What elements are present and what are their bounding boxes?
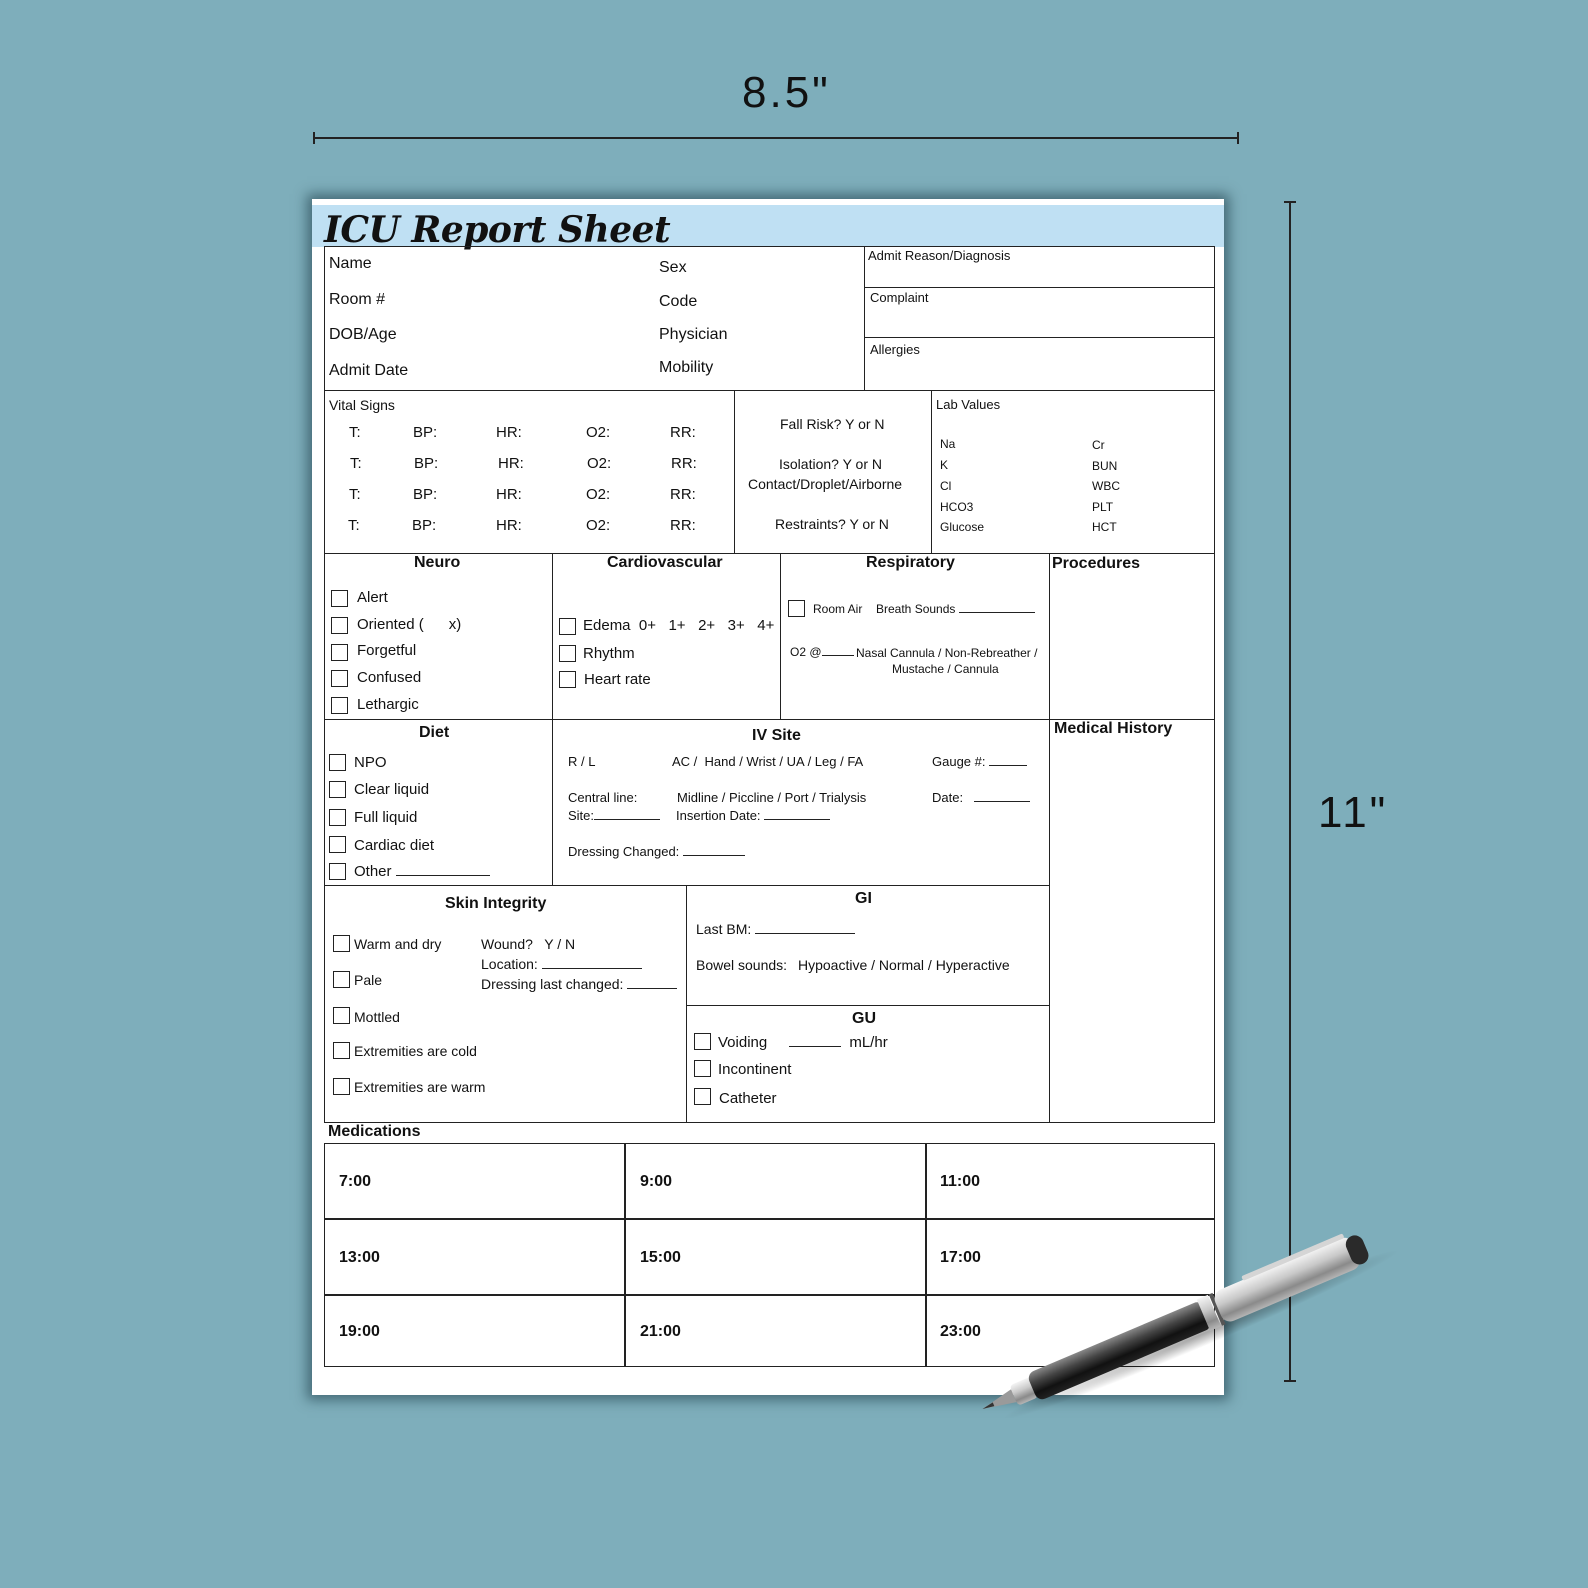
iv-insertion-date — [676, 808, 830, 823]
diet-cardiac-label: Cardiac diet — [354, 837, 435, 854]
wound-location-text: Location: — [481, 956, 538, 972]
checkbox-lethargic[interactable] — [331, 697, 348, 714]
neuro-confused-label: Confused — [357, 669, 422, 686]
diet-clear-liquid-label: Clear liquid — [354, 781, 430, 798]
lab-plt: PLT — [1092, 500, 1114, 514]
vital-bp: BP: — [414, 455, 439, 472]
neuro-oriented-label: Oriented ( x) — [357, 616, 462, 633]
lab-na: Na — [940, 437, 956, 451]
med-grid-hline-1 — [324, 1218, 1215, 1220]
vital-bp: BP: — [413, 486, 438, 503]
gu-incontinent-label: Incontinent — [718, 1061, 792, 1078]
o2-text: O2 @ — [790, 645, 822, 659]
gu-output-blank[interactable] — [789, 1046, 841, 1047]
checkbox-voiding[interactable] — [694, 1033, 711, 1050]
iv-dressing-text: Dressing Changed: — [568, 844, 680, 859]
gu-unit-text: mL/hr — [849, 1034, 888, 1051]
gi-last-bm — [696, 921, 855, 937]
checkbox-forgetful[interactable] — [331, 644, 348, 661]
lab-wbc: WBC — [1092, 479, 1120, 493]
height-dimension-label: 11" — [1318, 788, 1389, 837]
cardio-edema-label: Edema 0+ 1+ 2+ 3+ 4+ — [583, 617, 775, 634]
med-time-9: 9:00 — [640, 1173, 673, 1190]
vital-hr: HR: — [496, 486, 522, 503]
diet-other-label — [354, 863, 490, 880]
respiratory-title: Respiratory — [866, 554, 955, 571]
checkbox-confused[interactable] — [331, 670, 348, 687]
iv-gauge — [932, 754, 1027, 769]
o2-flow-blank[interactable] — [822, 655, 854, 656]
lab-hct: HCT — [1092, 520, 1117, 534]
fall-risk: Fall Risk? Y or N — [780, 416, 885, 432]
checkbox-mottled[interactable] — [333, 1007, 350, 1024]
wound-dressing-text: Dressing last changed: — [481, 976, 624, 992]
width-dimension-tick-right — [1237, 132, 1239, 144]
procedures-title: Procedures — [1052, 555, 1141, 572]
checkbox-clear-liquid[interactable] — [329, 781, 346, 798]
neuro-forgetful-label: Forgetful — [357, 642, 417, 659]
iv-side: R / L — [568, 754, 596, 769]
report-sheet — [312, 199, 1224, 1395]
procedures-box — [1049, 553, 1215, 720]
lab-hco3: HCO3 — [940, 500, 974, 514]
iv-site-title: IV Site — [752, 727, 801, 744]
vital-t: T: — [349, 424, 361, 441]
width-dimension-tick-left — [313, 132, 315, 144]
vital-hr: HR: — [496, 517, 522, 534]
o2-flow-label — [790, 645, 854, 659]
med-time-13: 13:00 — [339, 1249, 380, 1266]
checkbox-edema[interactable] — [559, 618, 576, 635]
diet-npo-label: NPO — [354, 754, 387, 771]
width-dimension-label: 8.5" — [742, 68, 831, 117]
checkbox-extremities-warm[interactable] — [333, 1078, 350, 1095]
vital-o2: O2: — [586, 486, 611, 503]
restraints: Restraints? Y or N — [775, 516, 889, 532]
diet-other-text: Other — [354, 863, 392, 880]
wound-field: Wound? Y / N — [481, 936, 576, 952]
iv-site-field — [568, 808, 660, 823]
skin-integrity-title: Skin Integrity — [445, 895, 547, 912]
wound-location-blank[interactable] — [542, 968, 642, 969]
room-air-label: Room Air — [813, 602, 863, 616]
field-admit-date: Admit Date — [329, 362, 409, 379]
lab-bun: BUN — [1092, 459, 1118, 473]
cardio-rhythm-label: Rhythm — [583, 645, 635, 662]
cardio-heart-rate-label: Heart rate — [584, 671, 651, 688]
vital-bp: BP: — [412, 517, 437, 534]
iv-dressing-blank[interactable] — [683, 855, 745, 856]
checkbox-alert[interactable] — [331, 590, 348, 607]
cardio-box — [552, 553, 781, 720]
med-time-11: 11:00 — [940, 1173, 981, 1190]
checkbox-heart-rate[interactable] — [559, 671, 576, 688]
iv-date-blank[interactable] — [974, 801, 1030, 802]
iv-gauge-blank[interactable] — [989, 765, 1027, 766]
checkbox-room-air[interactable] — [788, 600, 805, 617]
medical-history-box — [1049, 719, 1215, 1123]
med-time-7: 7:00 — [339, 1173, 372, 1190]
vital-t: T: — [349, 486, 361, 503]
medical-history-title: Medical History — [1054, 720, 1173, 737]
checkbox-oriented[interactable] — [331, 617, 348, 634]
checkbox-catheter[interactable] — [694, 1088, 711, 1105]
height-dimension-tick-top — [1284, 201, 1296, 203]
checkbox-extremities-cold[interactable] — [333, 1042, 350, 1059]
field-dob-age: DOB/Age — [329, 326, 397, 343]
diet-title: Diet — [419, 724, 450, 741]
skin-pale-label: Pale — [354, 972, 383, 988]
checkbox-pale[interactable] — [333, 971, 350, 988]
vital-o2: O2: — [587, 455, 612, 472]
neuro-alert-label: Alert — [357, 589, 388, 606]
vital-bp: BP: — [413, 424, 438, 441]
vital-rr: RR: — [670, 517, 696, 534]
breath-sounds-blank[interactable] — [959, 612, 1035, 613]
admit-reason-label: Admit Reason/Diagnosis — [868, 248, 1011, 263]
complaint-label: Complaint — [870, 290, 929, 305]
checkbox-other-diet[interactable] — [329, 863, 346, 880]
med-grid-vline-2 — [925, 1143, 927, 1367]
lab-cr: Cr — [1092, 438, 1105, 452]
med-time-15: 15:00 — [640, 1249, 681, 1266]
lab-values-label: Lab Values — [936, 397, 1001, 412]
gi-bowel-options: Hypoactive / Normal / Hyperactive — [798, 957, 1010, 973]
respiratory-box — [780, 553, 1050, 720]
isolation: Isolation? Y or N — [779, 456, 882, 472]
iv-central-line: Central line: — [568, 790, 638, 805]
med-time-17: 17:00 — [940, 1249, 981, 1266]
gu-catheter-label: Catheter — [719, 1090, 777, 1107]
lab-glucose: Glucose — [940, 520, 985, 534]
gu-output — [789, 1034, 888, 1051]
skin-ext-warm-label: Extremities are warm — [354, 1079, 486, 1095]
vital-o2: O2: — [586, 517, 611, 534]
lab-cl: Cl — [940, 479, 952, 493]
vital-hr: HR: — [496, 424, 522, 441]
wound-dressing — [481, 976, 677, 992]
iv-central-types: Midline / Piccline / Port / Trialysis — [677, 790, 867, 805]
checkbox-incontinent[interactable] — [694, 1060, 711, 1077]
iv-insertion-blank[interactable] — [764, 819, 830, 820]
gi-last-bm-blank[interactable] — [755, 933, 855, 934]
allergies-label: Allergies — [870, 342, 920, 357]
iv-site-text: Site: — [568, 808, 595, 823]
breath-sounds-text: Breath Sounds — [876, 602, 956, 616]
iv-date-text: Date: — [932, 790, 964, 805]
field-physician: Physician — [659, 326, 728, 343]
med-time-19: 19:00 — [339, 1323, 380, 1340]
iv-locations: AC / Hand / Wrist / UA / Leg / FA — [672, 754, 864, 769]
iv-dressing-changed — [568, 844, 745, 859]
gi-bowel-label: Bowel sounds: — [696, 957, 788, 973]
title-bar — [312, 205, 1224, 251]
skin-warm-dry-label: Warm and dry — [354, 936, 442, 952]
med-time-23: 23:00 — [940, 1323, 981, 1340]
sheet-title: ICU Report Sheet — [324, 209, 671, 251]
skin-mottled-label: Mottled — [354, 1009, 400, 1025]
o2-options-line2: Mustache / Cannula — [892, 662, 999, 676]
checkbox-full-liquid[interactable] — [329, 809, 346, 826]
width-dimension-line — [313, 137, 1239, 139]
gi-title: GI — [855, 890, 872, 907]
wound-dressing-blank[interactable] — [627, 988, 677, 989]
o2-options-line1: Nasal Cannula / Non-Rebreather / — [856, 646, 1038, 660]
med-time-21: 21:00 — [640, 1323, 681, 1340]
breath-sounds-label — [876, 602, 1035, 616]
neuro-title: Neuro — [414, 554, 461, 571]
field-code: Code — [659, 293, 698, 310]
iv-site-blank[interactable] — [594, 819, 660, 820]
diet-other-blank[interactable] — [396, 875, 490, 876]
iv-gauge-text: Gauge #: — [932, 754, 986, 769]
vital-t: T: — [350, 455, 362, 472]
neuro-lethargic-label: Lethargic — [357, 696, 419, 713]
checkbox-warm-and-dry[interactable] — [333, 935, 350, 952]
cardio-title: Cardiovascular — [607, 554, 723, 571]
checkbox-npo[interactable] — [329, 754, 346, 771]
vital-rr: RR: — [670, 424, 696, 441]
checkbox-cardiac-diet[interactable] — [329, 836, 346, 853]
pen-icon — [965, 1228, 1405, 1418]
neuro-box — [324, 553, 553, 720]
medications-title: Medications — [328, 1123, 421, 1140]
gu-title: GU — [852, 1010, 876, 1027]
med-grid-vline-1 — [624, 1143, 626, 1367]
vital-t: T: — [348, 517, 360, 534]
vital-signs-label: Vital Signs — [329, 397, 395, 413]
isolation-types: Contact/Droplet/Airborne — [748, 476, 903, 492]
iv-insertion-text: Insertion Date: — [676, 808, 761, 823]
diet-box — [324, 719, 553, 886]
diet-full-liquid-label: Full liquid — [354, 809, 418, 826]
wound-location — [481, 956, 642, 972]
vital-rr: RR: — [671, 455, 697, 472]
checkbox-rhythm[interactable] — [559, 645, 576, 662]
vital-o2: O2: — [586, 424, 611, 441]
height-dimension-line — [1289, 202, 1291, 1382]
gi-last-bm-text: Last BM: — [696, 921, 752, 937]
field-room: Room # — [329, 291, 386, 308]
iv-date — [932, 790, 1030, 805]
skin-ext-cold-label: Extremities are cold — [354, 1043, 477, 1059]
lab-k: K — [940, 458, 949, 472]
vital-hr: HR: — [498, 455, 524, 472]
gu-voiding-label: Voiding — [718, 1034, 768, 1051]
field-mobility: Mobility — [659, 359, 714, 376]
field-sex: Sex — [659, 259, 687, 276]
field-name: Name — [329, 255, 372, 272]
vital-rr: RR: — [670, 486, 696, 503]
